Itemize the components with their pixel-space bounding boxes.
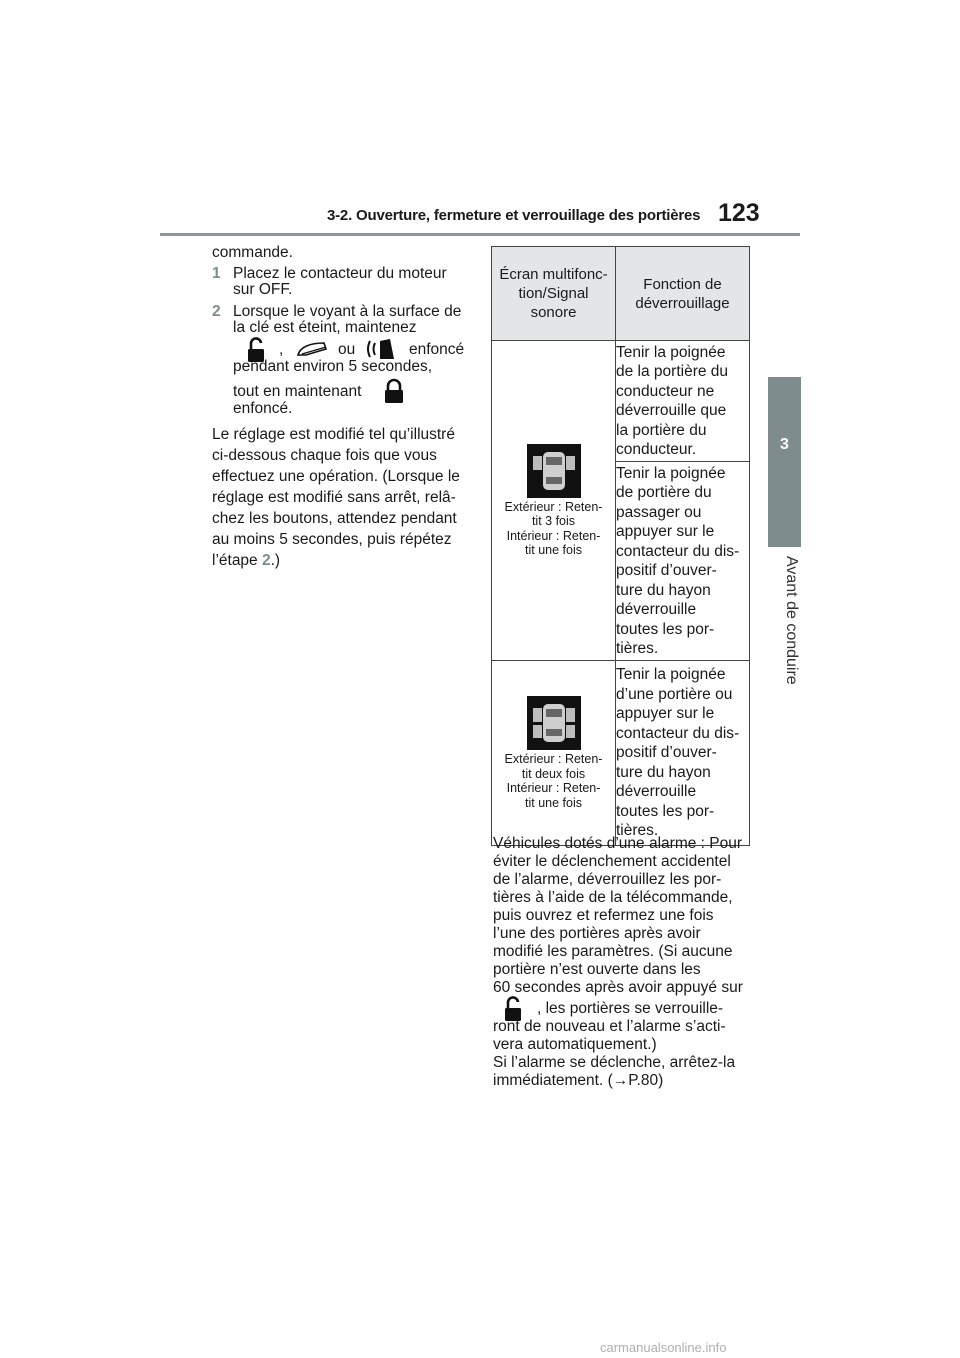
unlock-function-table (491, 246, 750, 846)
text-commande: commande. (212, 244, 293, 261)
text-ou: ou (338, 341, 356, 358)
paragraph-line-3: effectuez une opération. (Lorsque le (212, 468, 460, 485)
row1-caption-line4: tit une fois (525, 543, 582, 557)
alarm-line-7: modifié les paramètres. (Si aucune (493, 943, 733, 960)
paragraph-line-6: au moins 5 secondes, puis répétez (212, 531, 452, 548)
row1b-line1: Tenir la poignée (616, 464, 726, 482)
paragraph-line-7b: .) (270, 552, 281, 569)
row1b-line2: de portière du (616, 484, 712, 501)
alarm-line-12: vera automatiquement.) (493, 1036, 657, 1053)
row1-function-a (616, 341, 750, 462)
alarm-line-9: 60 secondes après avoir appuyé sur (493, 979, 743, 996)
step-1-line-1: Placez le contacteur du moteur (233, 265, 447, 282)
text-enfonce: enfoncé (409, 341, 465, 358)
alarm-line-2: éviter le déclenchement accidentel (493, 853, 731, 870)
row1-caption-line3: Intérieur : Reten- (506, 528, 601, 543)
paragraph-line-2: ci-dessous chaque fois que vous (212, 447, 437, 464)
chapter-number: 3 (780, 436, 789, 453)
row1b-line4: appuyer sur le (616, 523, 715, 540)
row1a-line5: la portière du (616, 421, 707, 439)
alarm-line-14 (493, 1072, 735, 1090)
row2-line5: positif d’ouver- (616, 744, 717, 762)
chapter-label: Avant de conduire (783, 556, 800, 685)
header-col2-line2: déverrouillage (635, 294, 730, 312)
paragraph-line-7 (212, 550, 280, 572)
header-col1-line3: sonore (530, 304, 577, 321)
row1a-line4: déverrouille que (616, 402, 727, 419)
alarm-line-14a: immédiatement. ( (493, 1072, 613, 1089)
header-col-display (492, 247, 616, 341)
row1b-line3: passager ou (616, 503, 702, 521)
row2-caption-line2: tit deux fois (521, 766, 586, 781)
row2-line2: d’une portière ou (616, 685, 733, 703)
row2-line1: Tenir la poignée (616, 666, 726, 684)
row1b-line10: tières. (616, 640, 659, 657)
alarm-line-5: puis ouvrez et refermez une fois (493, 907, 714, 924)
row2-line6: ture du hayon (616, 763, 711, 781)
page-number: 123 (718, 199, 760, 227)
step-2-line-3: pendant environ 5 secondes, (233, 358, 433, 375)
header-col-function (616, 247, 750, 341)
row2-line9: tières. (616, 822, 659, 840)
step-2-line-5: enfoncé. (233, 400, 293, 417)
alarm-note (493, 835, 743, 997)
row2-line7: déverrouille (616, 783, 697, 801)
lock-icon (383, 378, 405, 404)
car-all-doors-icon (527, 696, 581, 750)
alarm-line-8: portière n’est ouverte dans les (493, 961, 701, 978)
step-1-number: 1 (212, 265, 221, 282)
step-2-line-1: Lorsque le voyant à la surface de (233, 303, 462, 320)
row1a-line6: conducteur. (616, 441, 697, 458)
row1a-line2: de la portière du (616, 363, 729, 380)
alarm-note-2 (493, 1018, 735, 1090)
row2-caption-line1: Extérieur : Reten- (504, 752, 603, 766)
header-col1-line2: tion/Signal (518, 285, 589, 302)
step-ref-number: 2 (262, 552, 271, 569)
chapter-tab (768, 377, 801, 547)
row1b-line9: toutes les por- (616, 620, 715, 638)
row2-caption-line3: Intérieur : Reten- (506, 781, 601, 795)
paragraph-line-7a: l’étape (212, 552, 258, 569)
car-three-doors-icon (527, 444, 581, 498)
row2-line8: toutes les por- (616, 802, 715, 820)
row1-caption-line2: tit 3 fois (531, 514, 576, 528)
row1b-line5: contacteur du dis- (616, 542, 740, 560)
step-1-line-2: sur OFF. (233, 281, 293, 298)
row1a-line3: conducteur ne (616, 382, 715, 400)
row1-function-b (616, 462, 750, 661)
step-2-line-2: la clé est éteint, maintenez (233, 319, 417, 336)
comma: , (279, 341, 284, 358)
row1b-line6: positif d’ouver- (616, 562, 717, 579)
alarm-line-13: Si l’alarme se déclenche, arrêtez-la (493, 1054, 736, 1071)
alarm-line-6: l’une des portières après avoir (493, 925, 701, 942)
step-2-line-4: tout en maintenant (233, 383, 362, 400)
trunk-icon (296, 339, 330, 359)
row2-display-cell (492, 661, 616, 846)
alarm-line-3: de l’alarme, déverrouillez les por- (493, 871, 722, 888)
paragraph-line-5: chez les boutons, attendez pendant (212, 510, 457, 527)
header-col1-line1: Écran multifonc- (499, 266, 608, 283)
paragraph-line-4: réglage est modifié sans arrêt, relâ- (212, 489, 456, 506)
row1b-line8: déverrouille (616, 601, 697, 618)
alarm-line-4: tières à l’aide de la télécommande, (493, 889, 733, 906)
step-2-number: 2 (212, 303, 221, 320)
alarm-line-10: , les portières se verrouille- (537, 1000, 724, 1017)
arrow-icon: → (612, 1072, 629, 1089)
alarm-line-11: ront de nouveau et l’alarme s’acti- (493, 1018, 726, 1035)
alarm-line-1: Véhicules dotés d’une alarme : Pour (493, 835, 743, 852)
paragraph-line-1: Le réglage est modifié tel qu’illustré (212, 426, 455, 443)
page-reference-link[interactable]: P.80) (628, 1072, 664, 1089)
row1-display-cell (492, 341, 616, 661)
row1a-line1: Tenir la poignée (616, 343, 726, 361)
row2-line4: contacteur du dis- (616, 724, 740, 742)
section-title: 3-2. Ouverture, fermeture et verrouillage des portières (327, 207, 701, 224)
row2-line3: appuyer sur le (616, 705, 715, 723)
header-rule (160, 233, 800, 236)
row1-caption-line1: Extérieur : Reten- (504, 499, 603, 514)
row2-function (616, 661, 750, 846)
row1b-line7: ture du hayon (616, 581, 711, 599)
header-col2-line1: Fonction de (643, 275, 722, 293)
watermark: carmanualsonline.info (600, 1340, 727, 1355)
row2-caption-line4: tit une fois (525, 795, 582, 810)
